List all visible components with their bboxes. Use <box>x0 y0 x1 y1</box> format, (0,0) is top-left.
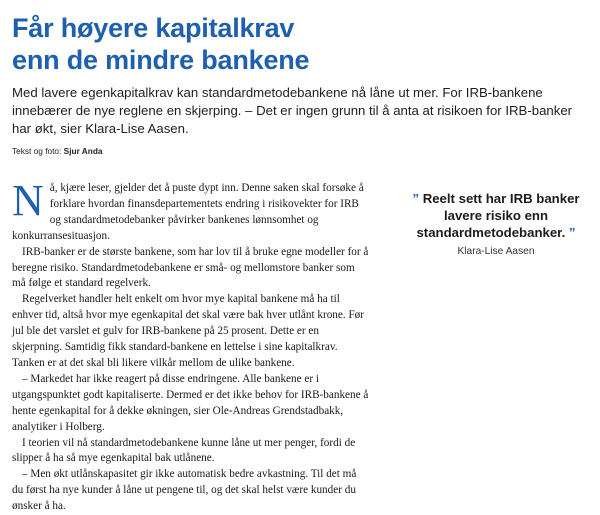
article-body <box>12 176 369 515</box>
pull-quote-body: Reelt sett har IRB banker lavere risiko enn standardmetodebanker. <box>416 191 580 240</box>
title-line-1: Får høyere kapitalkrav <box>12 13 295 43</box>
byline-name: Sjur Anda <box>63 146 103 156</box>
article-lead: Med lavere egenkapitalkrav kan standardmetodebankene nå låne ut mer. For IRB-bankene innebærer de nye reglene en skjerping. – Det er ingen grunn til å anta at risikoen for IRB-banker har økt, sier Klara-Lise Aasen. <box>12 85 573 136</box>
pull-quote-text <box>398 190 594 241</box>
drop-cap: N <box>12 176 44 225</box>
body-paragraph-1 <box>12 176 369 245</box>
body-paragraph-6: – Men økt utlånskapasitet gir ikke automatisk bedre avkastning. Til det må du først ha nye kunder å låne ut pengene til, og det skal helst være kunder du ønsker å ha. <box>12 468 357 513</box>
body-paragraph-5: I teorien vil nå standardmetodebankene kunne låne ut mer penger, fordi de slipper å ha så mye egenkapital bak utlånene. <box>12 436 356 465</box>
body-paragraph-3: Regelverket handler helt enkelt om hvor mye kapital bankene må ha til enhver tid, altså hvor mye egenkapital det skal være bak hver utlånt krone. Før jul ble det varslet et gulv for IRB-bankene på 25 prosent. Dette er en skjerpning. Samtidig fikk standard-bankene en lettelse i sine kapitalkrav. Tanken er at det skal bli likere vilkår mellom de ulike bankene. <box>12 293 364 369</box>
article-title <box>12 12 592 76</box>
body-paragraph-4: – Markedet har ikke reagert på disse endringene. Alle bankene er i utgangspunktet godt kapitaliserte. Dermed er det ikke behov for IRB-bankene å hente egenkapital for å dekke økningen, sier Ole-Andreas Grendstadbakk, analytiker i Holberg. <box>12 372 369 433</box>
byline <box>12 146 103 156</box>
title-line-2: enn de mindre bankene <box>12 45 310 75</box>
pull-quote-open-mark: ” <box>412 191 420 206</box>
pull-quote-attribution: Klara-Lise Aasen <box>457 246 535 257</box>
pull-quote <box>398 190 594 257</box>
body-paragraph-1-text: å, kjære leser, gjelder det å puste dypt inn. Denne saken skal forsøke å forklare hvordan finansdepartementets endring i risikovekter for IRB og standardmetodebanker påvirker bankenes lønnsomhet og konkurransesituasjon. <box>12 182 364 242</box>
body-paragraph-2: IRB-banker er de største bankene, som har lov til å bruke egne modeller for å beregne risiko. Standardmetodebankene er små- og mellomstore banker som må følge et standard regelverk. <box>12 245 369 290</box>
pull-quote-close-mark: ” <box>568 225 576 240</box>
byline-label: Tekst og foto: <box>12 146 62 156</box>
